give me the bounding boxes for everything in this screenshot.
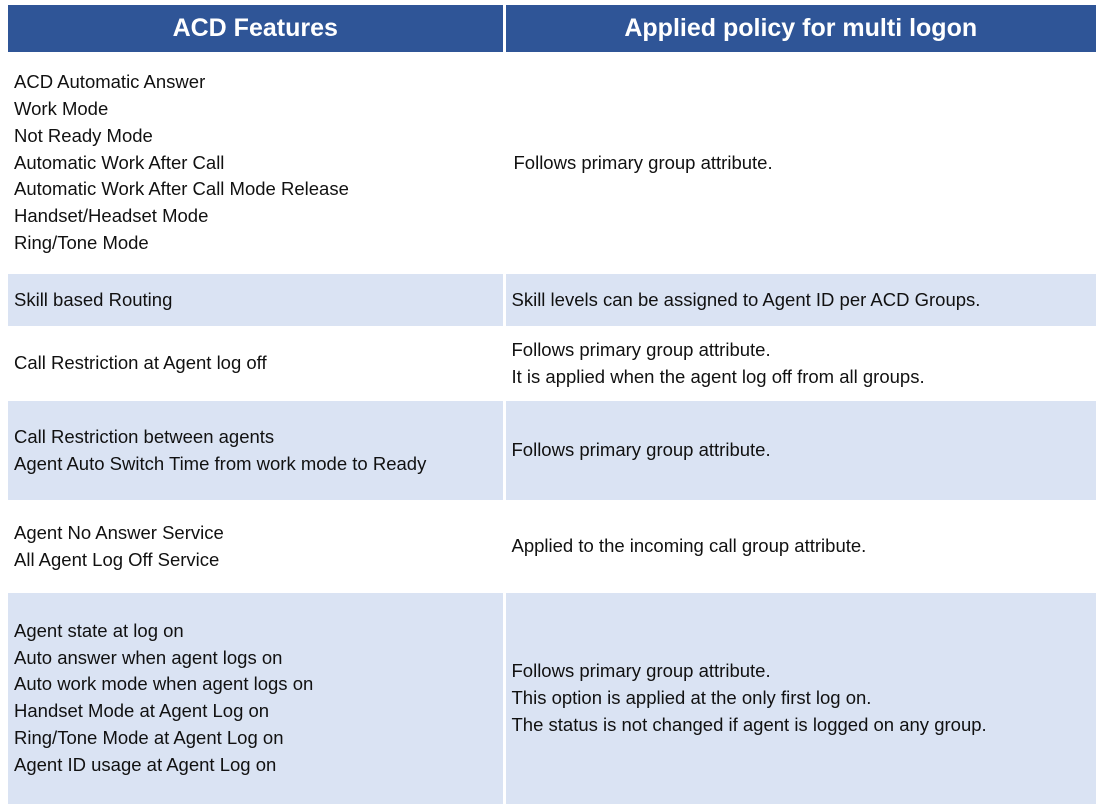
feature-line: Not Ready Mode — [14, 124, 153, 146]
feature-policy-table — [8, 5, 1096, 804]
feature-line: Agent Auto Switch Time from work mode to Ready — [14, 452, 427, 474]
policy-cell — [504, 502, 1096, 592]
policy-line: This option is applied at the only first log on. — [511, 686, 872, 708]
feature-line: Call Restriction between agents — [14, 425, 275, 447]
feature-line: Automatic Work After Call Mode Release — [14, 178, 349, 200]
policy-line: The status is not changed if agent is logged on any group. — [511, 713, 987, 735]
feature-line: Call Restriction at Agent log off — [14, 352, 267, 374]
policy-cell — [504, 592, 1096, 804]
policy-line: It is applied when the agent log off from all groups. — [511, 365, 925, 387]
table-row — [8, 273, 1096, 328]
features-cell — [8, 273, 504, 328]
feature-line: Handset/Headset Mode — [14, 205, 209, 227]
feature-line: Handset Mode at Agent Log on — [14, 700, 270, 722]
policy-line: Applied to the incoming call group attribute. — [511, 535, 867, 557]
feature-line: Automatic Work After Call — [14, 151, 225, 173]
feature-line: All Agent Log Off Service — [14, 548, 220, 570]
feature-line: Agent state at log on — [14, 619, 184, 641]
table-header-row — [8, 5, 1096, 54]
table-row — [8, 328, 1096, 400]
policy-cell — [504, 273, 1096, 328]
table-row — [8, 502, 1096, 592]
policy-cell — [504, 328, 1096, 400]
policy-line: Follows primary group attribute. — [513, 151, 773, 173]
features-cell — [8, 54, 504, 273]
policy-cell — [504, 400, 1096, 502]
table-row — [8, 592, 1096, 804]
policy-cell — [504, 54, 1096, 273]
feature-line: Auto answer when agent logs on — [14, 646, 283, 668]
feature-policy-table-container — [8, 5, 1096, 804]
table-row — [8, 400, 1096, 502]
policy-line: Follows primary group attribute. — [511, 660, 771, 682]
table-row — [8, 54, 1096, 273]
feature-line: Work Mode — [14, 98, 109, 119]
feature-line: Ring/Tone Mode at Agent Log on — [14, 727, 284, 749]
features-cell — [8, 400, 504, 502]
feature-line: Agent No Answer Service — [14, 521, 224, 543]
features-cell — [8, 592, 504, 804]
feature-line: Agent ID usage at Agent Log on — [14, 753, 277, 775]
feature-line: Skill based Routing — [14, 288, 173, 310]
feature-line: Ring/Tone Mode — [14, 231, 149, 253]
feature-line: Auto work mode when agent logs on — [14, 673, 314, 695]
features-cell — [8, 502, 504, 592]
header-acd-features: ACD Features — [8, 5, 504, 54]
policy-line: Follows primary group attribute. — [511, 338, 771, 360]
policy-line: Skill levels can be assigned to Agent ID per ACD Groups. — [511, 288, 981, 310]
features-cell — [8, 328, 504, 400]
header-applied-policy: Applied policy for multi logon — [504, 5, 1096, 54]
policy-line: Follows primary group attribute. — [511, 439, 771, 461]
feature-line: ACD Automatic Answer — [14, 71, 206, 93]
